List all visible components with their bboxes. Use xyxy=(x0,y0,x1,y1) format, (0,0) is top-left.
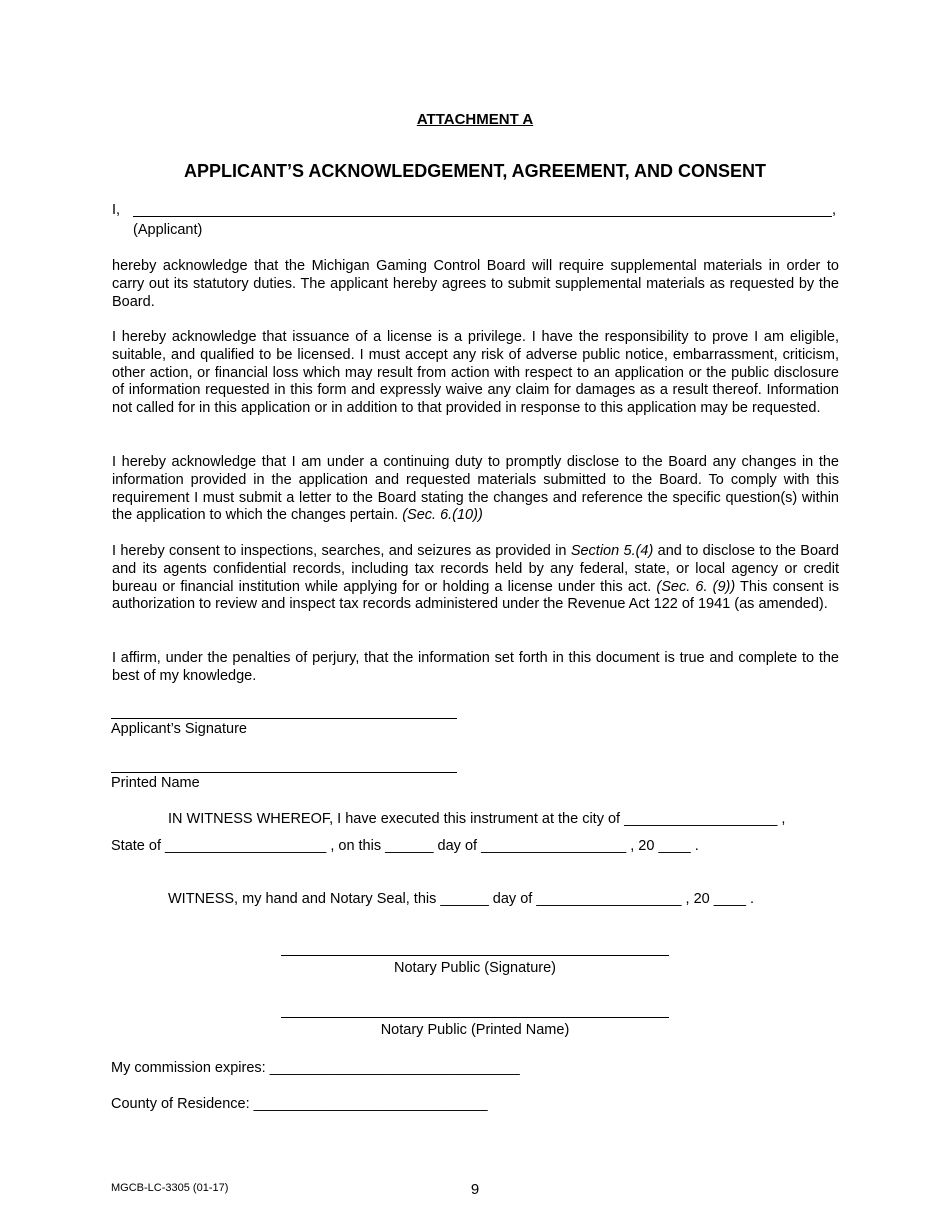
witness-whereof-line: IN WITNESS WHEREOF, I have executed this instrument at the city of ___________________ , xyxy=(168,811,786,827)
paragraph-consent-part-b: and to disclose to the Board and its agents confidential records, including tax records held by any federal, state, or local agency or credit bureau or financial institution while applying for or holding a license under this act. xyxy=(112,543,839,595)
printed-name-label: Printed Name xyxy=(111,775,200,791)
notary-printed-name-line[interactable] xyxy=(281,1017,669,1018)
state-date-line: State of ____________________ , on this ______ day of __________________ , 20 ____ . xyxy=(111,838,699,854)
applicant-name-line[interactable] xyxy=(133,216,832,217)
paragraph-affirmation: I affirm, under the penalties of perjury, that the information set forth in this document is true and complete to the best of my knowledge. xyxy=(112,650,839,684)
citation-sec-6-10: (Sec. 6.(10)) xyxy=(402,507,483,524)
paragraph-consent-part-a: I hereby consent to inspections, searches, and seizures as provided in xyxy=(112,543,571,559)
paragraph-continuing-duty-text: I hereby acknowledge that I am under a continuing duty to promptly disclose to the Board any changes in the information provided in the application and requested materials submitted to the Board. To comply with this requirement I must submit a letter to the Board stating the changes and reference the specific question(s) within the application to which the changes pertain. xyxy=(112,454,839,524)
notary-signature-line[interactable] xyxy=(281,955,669,956)
paragraph-continuing-duty xyxy=(112,454,839,525)
applicant-prefix: I, xyxy=(112,202,121,218)
county-of-residence-field: County of Residence: _____________________________ xyxy=(111,1096,488,1112)
applicant-signature-label: Applicant’s Signature xyxy=(111,721,247,737)
citation-section-5-4: Section 5.(4) xyxy=(570,543,654,559)
printed-name-line[interactable] xyxy=(111,772,457,773)
attachment-label: ATTACHMENT A xyxy=(416,111,534,128)
page-title: APPLICANT’S ACKNOWLEDGEMENT, AGREEMENT, AND CONSENT xyxy=(183,161,766,181)
page-number: 9 xyxy=(470,1181,480,1198)
notary-signature-label: Notary Public (Signature) xyxy=(394,960,556,976)
citation-sec-6-9: (Sec. 6. (9)) xyxy=(656,578,736,595)
paragraph-supplemental-materials: hereby acknowledge that the Michigan Gaming Control Board will require supplemental materials in order to carry out its statutory duties. The applicant hereby agrees to submit supplemental materials as requested by the Board. xyxy=(112,258,839,310)
paragraph-consent xyxy=(112,543,839,614)
commission-expires-field: My commission expires: _______________________________ xyxy=(111,1060,520,1076)
applicant-caption: (Applicant) xyxy=(133,222,203,238)
notary-seal-line: WITNESS, my hand and Notary Seal, this ______ day of __________________ , 20 ____ . xyxy=(168,891,755,907)
paragraph-consent-part-c: This consent is authorization to review and inspect tax records administered under the Revenue Act 122 of 1941 (as amended). xyxy=(112,578,839,613)
paragraph-license-privilege: I hereby acknowledge that issuance of a license is a privilege. I have the responsibility to prove I am eligible, suitable, and qualified to be licensed. I must accept any risk of adverse public notice, embarrassment, criticism, other action, or financial loss which may result from action with respect to an application or the public disclosure of information requested in this form and expressly waive any claim for damages as a result thereof. Information not called for in this application or in addition to that provided in response to this application may be requested. xyxy=(112,329,839,417)
applicant-signature-line[interactable] xyxy=(111,718,457,719)
form-id: MGCB-LC-3305 (01-17) xyxy=(111,1182,229,1194)
notary-printed-name-label: Notary Public (Printed Name) xyxy=(380,1022,570,1038)
applicant-suffix: , xyxy=(832,202,837,218)
